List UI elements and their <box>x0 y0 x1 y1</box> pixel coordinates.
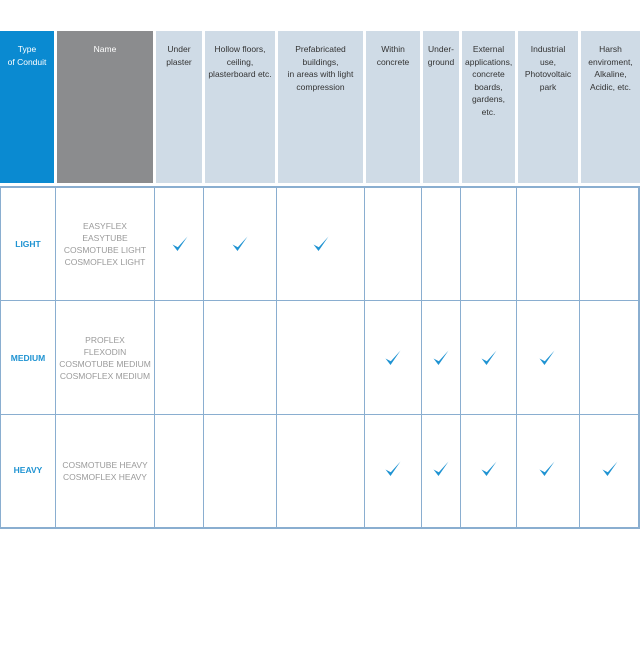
check-mark-icon <box>384 349 402 367</box>
product-name: COSMOTUBE LIGHT <box>63 245 147 255</box>
product-names-light <box>56 220 154 268</box>
product-name: FLEXODIN <box>83 347 127 357</box>
product-name: EASYTUBE <box>82 233 128 243</box>
product-name: COSMOFLEX MEDIUM <box>59 371 151 381</box>
grid-line <box>516 186 517 529</box>
grid-line <box>460 186 461 529</box>
check-mark-icon <box>538 460 556 478</box>
conduit-table-body <box>0 186 640 529</box>
check-mark-icon <box>171 235 189 253</box>
header-name: Name <box>57 31 153 183</box>
product-name: COSMOTUBE MEDIUM <box>59 359 151 369</box>
grid-line <box>364 186 365 529</box>
header-external-applications: External applications, concrete boards, gardens, etc. <box>462 31 515 183</box>
header-prefabricated-buildings: Prefabricated buildings, in areas with light compression <box>278 31 363 183</box>
grid-line <box>421 186 422 529</box>
product-name: COSMOTUBE HEAVY <box>62 460 148 470</box>
check-mark-icon <box>480 460 498 478</box>
header-industrial-use: Industrial use, Photovoltaic park <box>518 31 578 183</box>
row-type-medium: MEDIUM <box>10 353 46 363</box>
check-mark-icon <box>312 235 330 253</box>
header-hollow-floors: Hollow floors, ceiling, plasterboard etc. <box>205 31 275 183</box>
product-name: PROFLEX <box>85 335 125 345</box>
header-underground: Under- ground <box>423 31 459 183</box>
row-type-heavy: HEAVY <box>13 465 43 475</box>
header-harsh-environment: Harsh enviroment, Alkaline, Acidic, etc. <box>581 31 640 183</box>
grid-line <box>0 527 640 529</box>
header-under-plaster: Under plaster <box>156 31 202 183</box>
check-mark-icon <box>538 349 556 367</box>
header-within-concrete: Within concrete <box>366 31 420 183</box>
header-type-of-conduit: Type of Conduit <box>0 31 54 183</box>
grid-line <box>0 414 640 415</box>
grid-line <box>0 300 640 301</box>
product-name: COSMOFLEX HEAVY <box>63 472 147 482</box>
grid-line <box>579 186 580 529</box>
check-mark-icon <box>231 235 249 253</box>
check-mark-icon <box>384 460 402 478</box>
row-type-light: LIGHT <box>15 239 41 249</box>
grid-line <box>0 186 640 188</box>
check-mark-icon <box>432 460 450 478</box>
product-names-medium <box>56 334 154 382</box>
grid-line <box>203 186 204 529</box>
product-name: COSMOFLEX LIGHT <box>64 257 146 267</box>
product-name: EASYFLEX <box>83 221 127 231</box>
grid-line <box>154 186 155 529</box>
check-mark-icon <box>601 460 619 478</box>
check-mark-icon <box>432 349 450 367</box>
grid-line <box>276 186 277 529</box>
check-mark-icon <box>480 349 498 367</box>
product-names-heavy <box>56 459 154 483</box>
